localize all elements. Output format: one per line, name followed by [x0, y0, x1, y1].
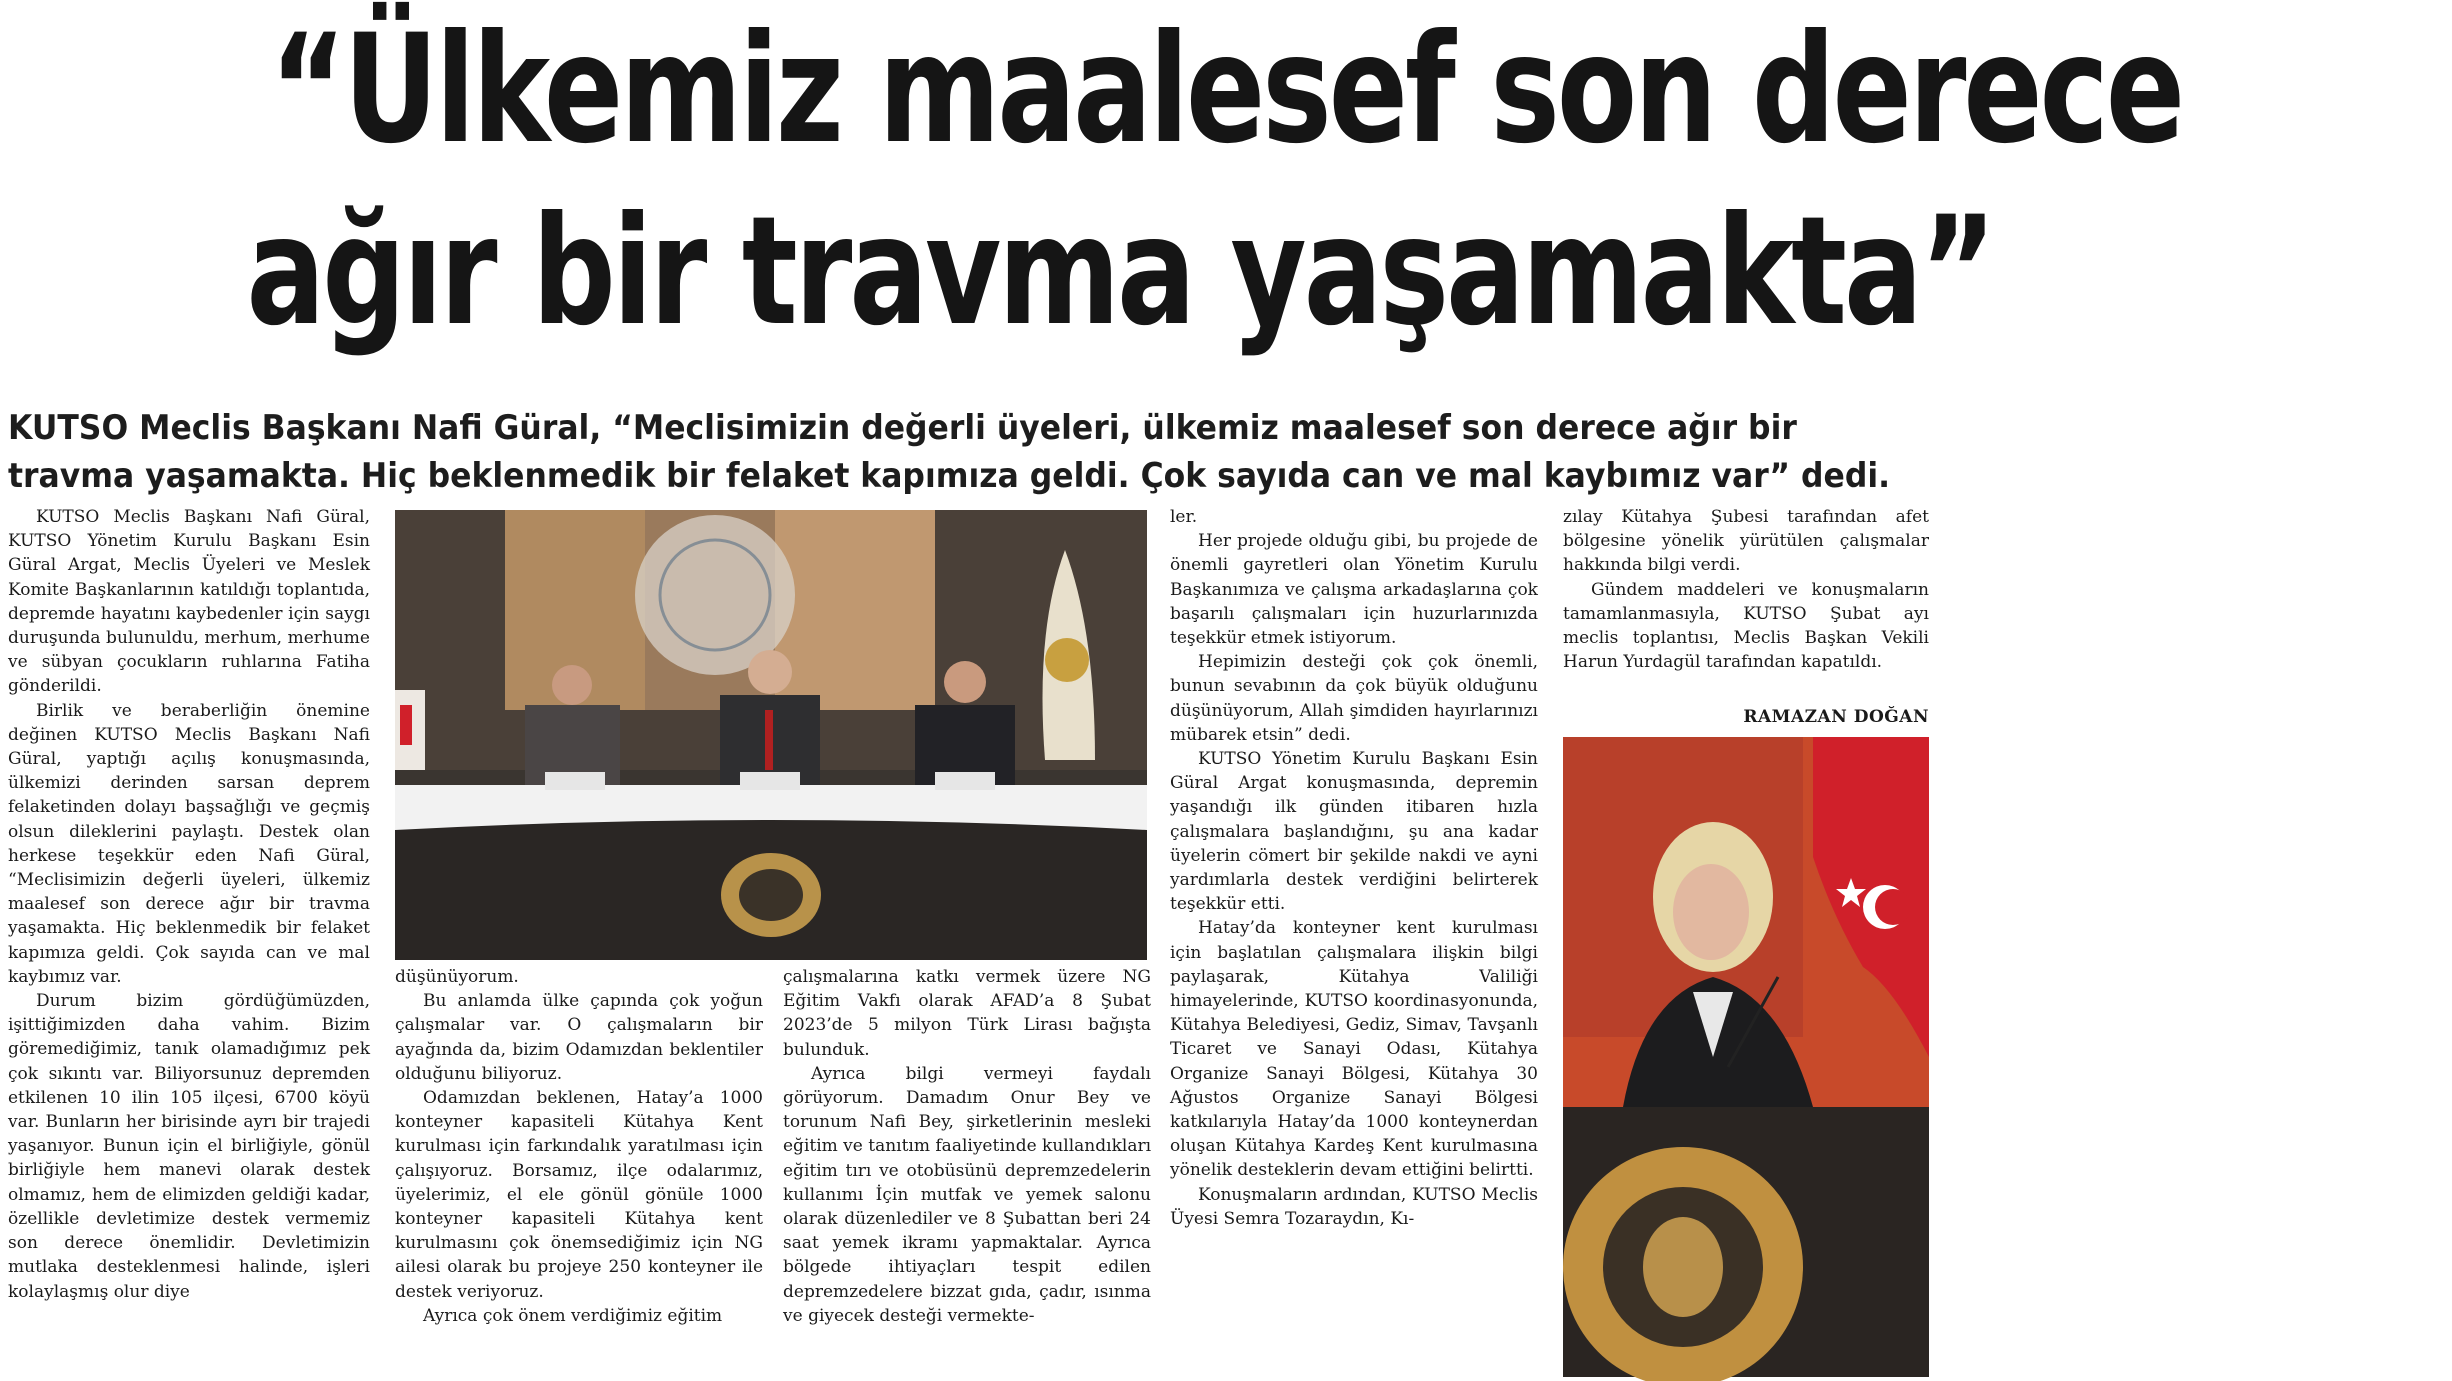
paragraph: Ayrıca bilgi vermeyi faydalı görüyorum. Damadım Onur Bey ve torunum Nafi Bey, şirketlerinin mesleki eğitim ve tanıtım faaliyetinde kullandıkları eğitim tırı ve otobüsünü depremzedelerin kullanımı İçin mutfak ve yemek salonu olarak düzenlediler ve 8 Şubattan beri 24 saat yemek ikramı yapmaktalar. Ayrıca bölgede ihtiyaçları tespit edilen depremzedelere bizzat gıda, çadır, ısınma ve giyecek desteği vermekte- [783, 1063, 1152, 1326]
speaker-photo [1563, 737, 1929, 1377]
meeting-panel-photo [395, 510, 1147, 960]
paragraph: düşünüyorum. [395, 967, 519, 987]
article-column-2 [395, 965, 763, 1375]
paragraph: çalışmalarına katkı vermek üzere NG Eğitim Vakfı olarak AFAD’a 8 Şubat 2023’de 5 milyon Türk Lirası bağışta bulunduk. [783, 967, 1151, 1060]
paragraph: Durum bizim gördüğümüzden, işittiğimizden daha vahim. Bizim göremediğimiz, tanık olamadığımız pek çok sıkıntı var. Biliyorsunuz depremden etkilenen 10 ilin 105 ilçesi, 6700 köyü var. Bunların her birisinde ayrı bir trajedi yaşanıyor. Bunun için el birliğiyle, gönül birliğiyle hem manevi olarak destek olmamız, hem de elimizden geldiği kadar, özellikle devletimize destek vermemiz son derece önemlidir. Devletimizin mutlaka desteklenmesi halinde, işleri kolaylaşmış olur diye [8, 991, 370, 1302]
paragraph: KUTSO Meclis Başkanı Nafi Güral, KUTSO Yönetim Kurulu Başkanı Esin Güral Argat, Meclis Üyeleri ve Meslek Komite Başkanlarının katıldığı toplantıda, depremde hayatını kaybedenler için saygı duruşunda bulunuldu, merhum, merhume ve sübyan çocukların ruhlarına Fatiha gönderildi. [8, 507, 370, 697]
paragraph: Hepimizin desteği çok çok önemli, bunun sevabının da çok büyük olduğunu düşünüyorum, Allah şimdiden hayırlarınızı mübarek etsin” dedi. [1170, 652, 1538, 745]
subheadline-line-1 [8, 405, 1928, 451]
paragraph: Hatay’da konteyner kent kurulması için başlatılan çalışmalara ilişkin bilgi paylaşarak, Kütahya Valiliği himayelerinde, KUTSO koordinasyonunda, Kütahya Belediyesi, Gediz, Simav, Tavşanlı Ticaret ve Sanayi Odası, Kütahya Organize Sanayi Bölgesi, Kütahya 30 Ağustos Organize Sanayi Bölgesi katkılarıyla Hatay’da 1000 konteynerdan oluşan Kütahya Kardeş Kent kurulmasına yönelik desteklerin devam ettiğini belirtti. [1170, 918, 1538, 1181]
article-column-4 [1170, 505, 1538, 1375]
paragraph: Bu anlamda ülke çapında çok yoğun çalışmalar var. O çalışmaların bir ayağında da, bizim Odamızdan beklentiler olduğunu biliyoruz. [395, 991, 763, 1084]
article-column-1 [8, 505, 370, 1375]
paragraph: Her projede olduğu gibi, bu projede de önemli gayretleri olan Yönetim Kurulu Başkanımıza ve çalışma arkadaşlarına çok başarılı çalışmaları için huzurlarınızda teşekkür etmek istiyorum. [1170, 531, 1538, 649]
subheadline-line-2-text: travma yaşamakta. Hiç beklenmedik bir felaket kapımıza geldi. Çok sayıda can ve mal kaybımız var” dedi. [8, 456, 1891, 496]
paragraph: Gündem maddeleri ve konuşmaların tamamlanmasıyla, KUTSO Şubat ayı meclis toplantısı, Meclis Başkan Vekili Harun Yurdagül tarafından kapatıldı. [1563, 579, 1929, 673]
speaker-illustration [1563, 737, 1929, 1377]
headline-line-1 [0, 0, 2183, 180]
article-column-5 [1563, 505, 1929, 725]
byline: RAMAZAN DOĞAN [1743, 707, 1929, 727]
subheadline-line-1-text: KUTSO Meclis Başkanı Nafi Güral, “Meclisimizin değerli üyeleri, ülkemiz maalesef son derece ağır bir [8, 408, 1797, 448]
meeting-panel-illustration [395, 510, 1147, 960]
paragraph: KUTSO Yönetim Kurulu Başkanı Esin Güral Argat konuşmasında, depremin yaşandığı ilk günden itibaren hızla çalışmalara başlandığını, şu ana kadar üyelerin cömert bir şekilde nakdi ve ayni yardımlarla destek verdiğini belirterek teşekkür etti. [1170, 749, 1538, 915]
headline-line-1-text: “Ülkemiz maalesef son derece [269, 3, 2183, 177]
subheadline-line-2 [8, 453, 1928, 499]
headline-line-2 [0, 182, 1994, 362]
paragraph: ler. [1170, 507, 1198, 527]
paragraph: zılay Kütahya Şubesi tarafından afet bölgesine yönelik yürütülen çalışmalar hakkında bilgi verdi. [1563, 507, 1929, 576]
paragraph: Ayrıca çok önem verdiğimiz eğitim [423, 1305, 723, 1326]
article-column-3 [783, 965, 1151, 1375]
paragraph: Odamızdan beklenen, Hatay’a 1000 konteyner kapasiteli Kütahya Kent kurulması için farkındalık yaratılması için çalışıyoruz. Borsamız, ilçe odalarımız, üyelerimiz, el ele gönül gönüle 1000 konteyner kapasiteli Kütahya kent kurulmasını çok önemsediğimiz için NG ailesi olarak bu projeye 250 konteyner ile destek veriyoruz. [395, 1088, 763, 1302]
paragraph: Birlik ve beraberliğin önemine değinen KUTSO Meclis Başkanı Nafi Güral, yaptığı açılış konuşmasında, ülkemizi derinden sarsan deprem felaketinden dolayı başsağlığı ve geçmiş olsun dileklerini paylaştı. Destek olan herkese teşekkür eden Nafi Güral, “Meclisimizin değerli üyeleri, ülkemiz maalesef son derece ağır bir travma yaşamakta. Hiç beklenmedik bir felaket kapımıza geldi. Çok sayıda can ve mal kaybımız var. [8, 700, 370, 987]
paragraph: Konuşmaların ardından, KUTSO Meclis Üyesi Semra Tozaraydın, Kı- [1170, 1184, 1538, 1229]
headline-line-2-text: ağır bir travma yaşamakta” [246, 185, 1994, 359]
